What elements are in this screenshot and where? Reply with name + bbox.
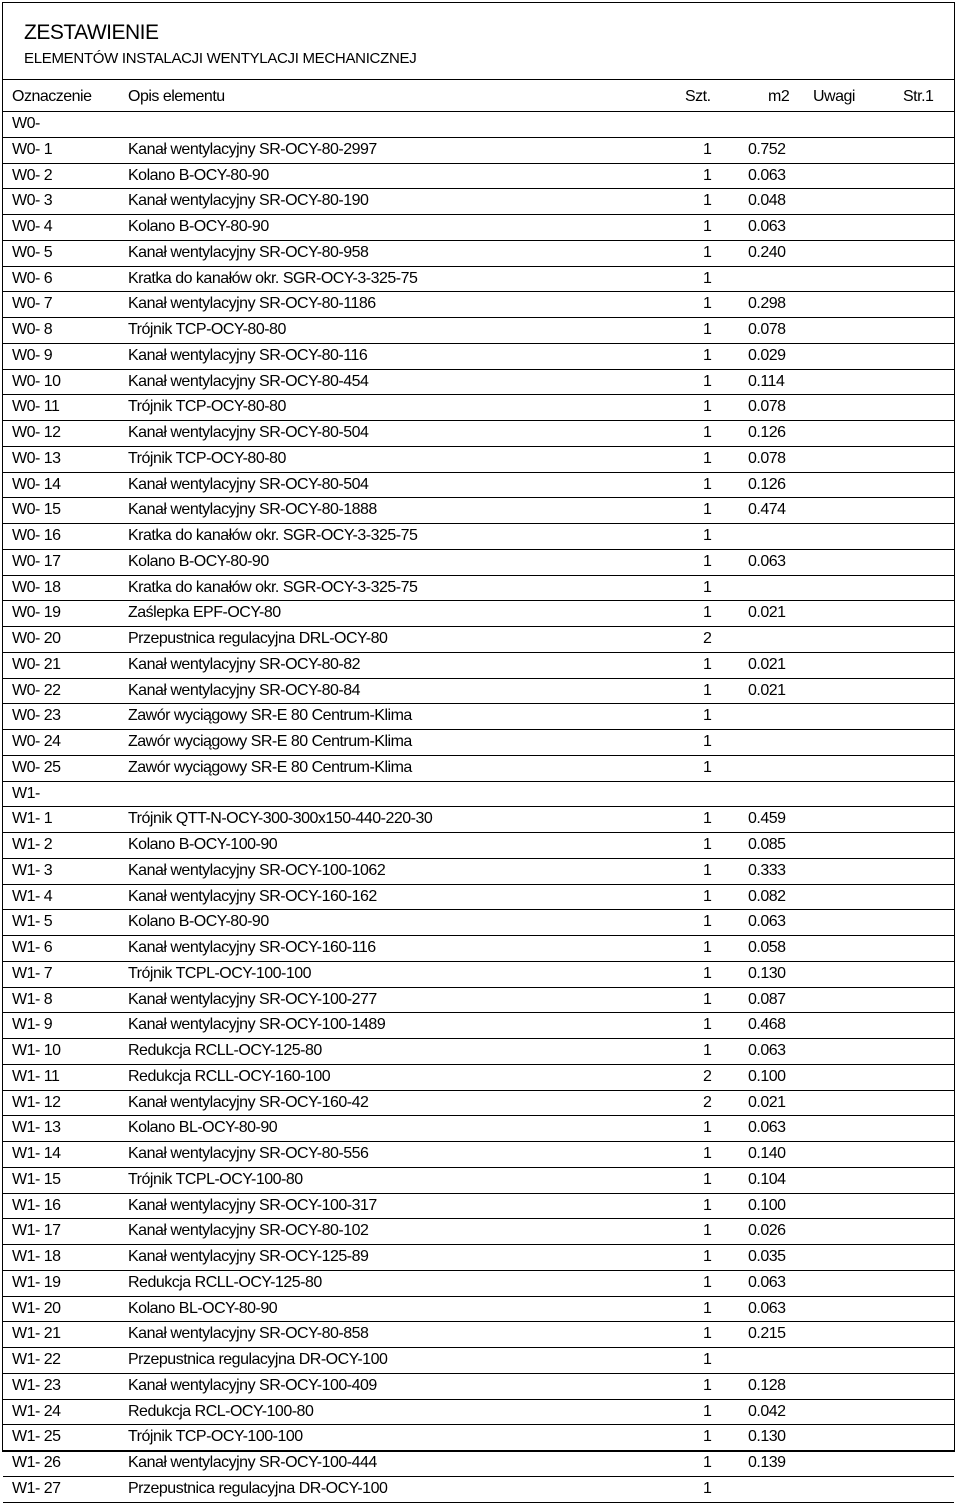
row-quantity: 1 xyxy=(703,1479,712,1497)
table-row xyxy=(3,730,954,756)
row-code: W0- 6 xyxy=(12,269,53,287)
row-code: W1- 18 xyxy=(12,1248,61,1265)
row-description: Kanał wentylacyjny SR-OCY-100-409 xyxy=(128,1376,377,1394)
row-area: 0.029 xyxy=(748,346,786,364)
row-code: W1- 2 xyxy=(12,836,53,853)
row-area: 0.048 xyxy=(748,192,786,210)
row-quantity: 1 xyxy=(703,836,712,853)
row-description: Kanał wentylacyjny SR-OCY-160-42 xyxy=(128,1093,369,1111)
table-row xyxy=(3,138,954,164)
row-description: Redukcja RCL-OCY-100-80 xyxy=(128,1402,314,1420)
row-area: 0.468 xyxy=(748,1016,786,1034)
row-quantity: 1 xyxy=(703,1222,712,1240)
row-code: W1- 1 xyxy=(12,810,53,828)
row-quantity: 1 xyxy=(703,424,712,441)
row-quantity: 1 xyxy=(703,810,712,828)
row-area: 0.078 xyxy=(748,449,786,467)
row-quantity: 1 xyxy=(703,964,712,982)
row-quantity: 1 xyxy=(703,578,712,596)
row-area: 0.021 xyxy=(748,604,786,622)
row-description: Trójnik TCP-OCY-80-80 xyxy=(128,321,286,338)
row-code: W1- 12 xyxy=(12,1093,61,1111)
row-quantity: 1 xyxy=(703,1299,712,1317)
row-area: 0.130 xyxy=(748,964,786,982)
row-code: W0- 5 xyxy=(12,243,53,261)
table-row xyxy=(3,421,954,447)
row-code: W1- 15 xyxy=(12,1170,61,1188)
row-code: W0- 2 xyxy=(12,166,53,184)
row-description: Zawór wyciągowy SR-E 80 Centrum-Klima xyxy=(128,733,412,750)
row-description: Redukcja RCLL-OCY-160-100 xyxy=(128,1067,331,1085)
table-row xyxy=(3,215,954,241)
row-description: Trójnik TCP-OCY-80-80 xyxy=(128,398,286,416)
row-area: 0.100 xyxy=(748,1067,786,1085)
row-area: 0.026 xyxy=(748,1222,786,1240)
row-code: W1- 26 xyxy=(12,1454,61,1471)
table-row xyxy=(3,653,954,679)
table-row xyxy=(3,370,954,396)
row-description: Trójnik TCP-OCY-80-80 xyxy=(128,449,286,467)
row-code: W1- 9 xyxy=(12,1016,53,1034)
row-area: 0.085 xyxy=(748,836,786,853)
table-row xyxy=(3,782,954,808)
row-code: W0- 19 xyxy=(12,604,61,622)
row-code: W1- 17 xyxy=(12,1222,61,1240)
row-code: W0- 10 xyxy=(12,372,61,390)
table-row xyxy=(3,807,954,833)
row-code: W0- 15 xyxy=(12,501,61,519)
table-row xyxy=(3,318,954,344)
header-area: m2 xyxy=(768,88,790,105)
table-row xyxy=(3,189,954,215)
row-code: W0- 1 xyxy=(12,140,53,158)
row-description: Kanał wentylacyjny SR-OCY-80-454 xyxy=(128,372,369,390)
table-row xyxy=(3,241,954,267)
row-description: Kolano B-OCY-80-90 xyxy=(128,552,269,570)
table-row xyxy=(3,1451,954,1477)
table-row xyxy=(3,936,954,962)
row-quantity: 1 xyxy=(703,1273,712,1291)
row-quantity: 1 xyxy=(703,1016,712,1034)
table-row xyxy=(3,885,954,911)
row-description: Redukcja RCLL-OCY-125-80 xyxy=(128,1273,322,1291)
row-code: W0- 22 xyxy=(12,681,61,699)
row-code: W1- 25 xyxy=(12,1428,61,1446)
row-code: W1- 21 xyxy=(12,1325,61,1343)
row-quantity: 1 xyxy=(703,346,712,364)
table-row xyxy=(3,473,954,499)
row-description: Zawór wyciągowy SR-E 80 Centrum-Klima xyxy=(128,758,412,776)
row-description: Zawór wyciągowy SR-E 80 Centrum-Klima xyxy=(128,707,412,725)
row-quantity: 1 xyxy=(703,939,712,956)
table-row xyxy=(3,962,954,988)
table-row xyxy=(3,447,954,473)
row-quantity: 1 xyxy=(703,140,712,158)
row-area: 0.752 xyxy=(748,140,786,158)
row-quantity: 1 xyxy=(703,475,712,493)
table-row xyxy=(3,164,954,190)
row-quantity: 1 xyxy=(703,990,712,1008)
table-row xyxy=(3,1013,954,1039)
row-description: Kanał wentylacyjny SR-OCY-80-504 xyxy=(128,424,369,441)
row-area: 0.063 xyxy=(748,1299,786,1317)
row-description: Kanał wentylacyjny SR-OCY-160-162 xyxy=(128,887,377,905)
row-quantity: 1 xyxy=(703,1325,712,1343)
row-quantity: 1 xyxy=(703,321,712,338)
row-description: Kolano B-OCY-100-90 xyxy=(128,836,278,853)
table-row xyxy=(3,1219,954,1245)
row-description: Redukcja RCLL-OCY-125-80 xyxy=(128,1042,322,1059)
table-row xyxy=(3,1065,954,1091)
table-row xyxy=(3,1297,954,1323)
row-code: W1- 24 xyxy=(12,1402,61,1420)
row-description: Trójnik TCPL-OCY-100-80 xyxy=(128,1170,303,1188)
row-code: W1- 10 xyxy=(12,1042,61,1059)
table-row xyxy=(3,1245,954,1271)
row-code: W0- 11 xyxy=(12,398,60,416)
row-code: W0- 9 xyxy=(12,346,53,364)
row-description: Kanał wentylacyjny SR-OCY-80-958 xyxy=(128,243,369,261)
row-area: 0.100 xyxy=(748,1196,786,1214)
table-row xyxy=(3,1348,954,1374)
header-quantity: Szt. xyxy=(685,88,711,105)
row-code: W1- 13 xyxy=(12,1119,61,1137)
row-code: W0- 7 xyxy=(12,295,53,313)
row-description: Kanał wentylacyjny SR-OCY-80-102 xyxy=(128,1222,369,1240)
table-row xyxy=(3,1039,954,1065)
row-area: 0.459 xyxy=(748,810,786,828)
row-area: 0.063 xyxy=(748,1273,786,1291)
row-quantity: 1 xyxy=(703,1428,712,1446)
row-area: 0.128 xyxy=(748,1376,786,1394)
table-row xyxy=(3,1374,954,1400)
table-row xyxy=(3,704,954,730)
row-code: W0- 8 xyxy=(12,321,53,338)
row-quantity: 1 xyxy=(703,295,712,313)
row-area: 0.021 xyxy=(748,1093,786,1111)
row-description: Kanał wentylacyjny SR-OCY-80-82 xyxy=(128,655,361,673)
row-description: Kanał wentylacyjny SR-OCY-100-1062 xyxy=(128,861,386,879)
row-area: 0.063 xyxy=(748,1042,786,1059)
table-row xyxy=(3,576,954,602)
table-row xyxy=(3,524,954,550)
row-code: W1- 6 xyxy=(12,939,53,956)
table-row xyxy=(3,267,954,293)
row-quantity: 1 xyxy=(703,913,712,931)
row-quantity: 1 xyxy=(703,527,712,544)
title-block xyxy=(3,3,954,80)
row-quantity: 2 xyxy=(703,1093,712,1111)
header-notes: Uwagi xyxy=(813,88,855,105)
row-quantity: 1 xyxy=(703,449,712,467)
row-area: 0.126 xyxy=(748,424,786,441)
row-area: 0.035 xyxy=(748,1248,786,1265)
row-code: W1- 20 xyxy=(12,1299,61,1317)
row-quantity: 1 xyxy=(703,372,712,390)
row-description: Trójnik TCP-OCY-100-100 xyxy=(128,1428,303,1446)
row-code: W1- 3 xyxy=(12,861,53,879)
row-quantity: 1 xyxy=(703,1042,712,1059)
row-description: Przepustnica regulacyjna DR-OCY-100 xyxy=(128,1351,388,1368)
row-area: 0.240 xyxy=(748,243,786,261)
header-page: Str.1 xyxy=(903,88,934,105)
row-quantity: 1 xyxy=(703,681,712,699)
row-area: 0.333 xyxy=(748,861,786,879)
row-code: W0- 25 xyxy=(12,758,61,776)
table-row xyxy=(3,1142,954,1168)
row-area: 0.140 xyxy=(748,1145,786,1162)
row-description: Kanał wentylacyjny SR-OCY-80-116 xyxy=(128,346,368,364)
row-quantity: 1 xyxy=(703,192,712,210)
header-code: Oznaczenie xyxy=(12,88,92,105)
row-code: W1- 5 xyxy=(12,913,53,931)
row-code: W0- 13 xyxy=(12,449,61,467)
row-code: W1- 19 xyxy=(12,1273,61,1291)
table-row xyxy=(3,550,954,576)
table-row xyxy=(3,395,954,421)
row-description: Trójnik TCPL-OCY-100-100 xyxy=(128,964,312,982)
document-frame xyxy=(2,2,955,1497)
table-row xyxy=(3,1400,954,1426)
row-area: 0.130 xyxy=(748,1428,786,1446)
row-code: W0- 21 xyxy=(12,655,61,673)
row-description: Kolano BL-OCY-80-90 xyxy=(128,1119,278,1137)
table-row xyxy=(3,1425,954,1451)
row-area: 0.063 xyxy=(748,1119,786,1137)
row-quantity: 1 xyxy=(703,166,712,184)
row-quantity: 1 xyxy=(703,655,712,673)
table-row xyxy=(3,1194,954,1220)
row-area: 0.063 xyxy=(748,552,786,570)
document-title: ZESTAWIENIE xyxy=(24,21,159,44)
table-row xyxy=(3,292,954,318)
row-description: Kanał wentylacyjny SR-OCY-80-2997 xyxy=(128,140,377,158)
row-quantity: 2 xyxy=(703,630,712,647)
row-quantity: 1 xyxy=(703,1196,712,1214)
table-row xyxy=(3,1477,954,1503)
row-code: W1- 7 xyxy=(12,964,53,982)
row-description: Kanał wentylacyjny SR-OCY-80-858 xyxy=(128,1325,369,1343)
table-row xyxy=(3,1091,954,1117)
table-row xyxy=(3,679,954,705)
table-row xyxy=(3,601,954,627)
row-area: 0.298 xyxy=(748,295,786,313)
row-description: Kanał wentylacyjny SR-OCY-80-190 xyxy=(128,192,369,210)
row-code: W1- 23 xyxy=(12,1376,61,1394)
row-code: W0- xyxy=(12,115,40,132)
table-row xyxy=(3,1168,954,1194)
table-row xyxy=(3,910,954,936)
row-area: 0.021 xyxy=(748,681,786,699)
row-description: Kanał wentylacyjny SR-OCY-80-1186 xyxy=(128,295,376,313)
row-code: W0- 14 xyxy=(12,475,61,493)
row-description: Kratka do kanałów okr. SGR-OCY-3-325-75 xyxy=(128,527,418,544)
row-code: W1- 8 xyxy=(12,990,53,1008)
row-quantity: 1 xyxy=(703,243,712,261)
row-code: W0- 24 xyxy=(12,733,61,750)
table-row xyxy=(3,498,954,524)
row-code: W0- 17 xyxy=(12,552,61,570)
row-description: Kolano B-OCY-80-90 xyxy=(128,166,269,184)
row-code: W0- 23 xyxy=(12,707,61,725)
row-area: 0.215 xyxy=(748,1325,786,1343)
row-area: 0.082 xyxy=(748,887,786,905)
row-description: Kanał wentylacyjny SR-OCY-125-89 xyxy=(128,1248,369,1265)
row-description: Kanał wentylacyjny SR-OCY-100-444 xyxy=(128,1454,377,1471)
row-quantity: 1 xyxy=(703,218,712,235)
row-quantity: 1 xyxy=(703,1402,712,1420)
row-area: 0.063 xyxy=(748,166,786,184)
table-row xyxy=(3,756,954,782)
row-quantity: 1 xyxy=(703,1170,712,1188)
row-description: Trójnik QTT-N-OCY-300-300x150-440-220-30 xyxy=(128,810,433,828)
row-description: Kolano B-OCY-80-90 xyxy=(128,913,269,931)
row-code: W1- 4 xyxy=(12,887,53,905)
row-description: Kanał wentylacyjny SR-OCY-80-504 xyxy=(128,475,369,493)
row-code: W1- 14 xyxy=(12,1145,61,1162)
row-description: Kolano BL-OCY-80-90 xyxy=(128,1299,278,1317)
row-quantity: 1 xyxy=(703,887,712,905)
row-quantity: 1 xyxy=(703,501,712,519)
row-description: Kanał wentylacyjny SR-OCY-100-317 xyxy=(128,1196,377,1214)
row-area: 0.078 xyxy=(748,321,786,338)
row-area: 0.126 xyxy=(748,475,786,493)
row-area: 0.078 xyxy=(748,398,786,416)
row-area: 0.104 xyxy=(748,1170,786,1188)
row-quantity: 1 xyxy=(703,398,712,416)
row-quantity: 1 xyxy=(703,1248,712,1265)
table-row xyxy=(3,627,954,653)
row-quantity: 1 xyxy=(703,1376,712,1394)
row-area: 0.114 xyxy=(748,372,785,390)
table-row xyxy=(3,112,954,138)
row-quantity: 1 xyxy=(703,552,712,570)
row-code: W1- 27 xyxy=(12,1479,61,1497)
table-header xyxy=(3,83,954,112)
row-code: W1- 11 xyxy=(12,1067,60,1085)
table-row xyxy=(3,1322,954,1348)
row-description: Przepustnica regulacyjna DR-OCY-100 xyxy=(128,1479,388,1497)
row-code: W0- 12 xyxy=(12,424,61,441)
row-quantity: 1 xyxy=(703,1351,712,1368)
row-area: 0.063 xyxy=(748,218,786,235)
row-area: 0.042 xyxy=(748,1402,786,1420)
row-quantity: 1 xyxy=(703,733,712,750)
row-quantity: 1 xyxy=(703,604,712,622)
row-code: W0- 20 xyxy=(12,630,61,647)
document-subtitle: ELEMENTÓW INSTALACJI WENTYLACJI MECHANICZNEJ xyxy=(24,50,417,67)
row-description: Kanał wentylacyjny SR-OCY-100-1489 xyxy=(128,1016,386,1034)
header-description: Opis elementu xyxy=(128,88,225,105)
table-row xyxy=(3,859,954,885)
row-description: Kanał wentylacyjny SR-OCY-80-84 xyxy=(128,681,361,699)
row-code: W0- 16 xyxy=(12,527,61,544)
row-area: 0.087 xyxy=(748,990,786,1008)
row-area: 0.139 xyxy=(748,1454,786,1471)
row-description: Kanał wentylacyjny SR-OCY-160-116 xyxy=(128,939,376,956)
row-area: 0.058 xyxy=(748,939,786,956)
row-code: W0- 18 xyxy=(12,578,61,596)
row-description: Kanał wentylacyjny SR-OCY-100-277 xyxy=(128,990,377,1008)
row-description: Kanał wentylacyjny SR-OCY-80-556 xyxy=(128,1145,369,1162)
row-quantity: 1 xyxy=(703,1145,712,1162)
row-code: W0- 4 xyxy=(12,218,53,235)
row-description: Zaślepka EPF-OCY-80 xyxy=(128,604,281,622)
row-area: 0.021 xyxy=(748,655,786,673)
row-description: Przepustnica regulacyjna DRL-OCY-80 xyxy=(128,630,388,647)
table-row xyxy=(3,1271,954,1297)
row-code: W0- 3 xyxy=(12,192,53,210)
table-row xyxy=(3,988,954,1014)
row-quantity: 1 xyxy=(703,269,712,287)
row-code: W1- 22 xyxy=(12,1351,61,1368)
table-row xyxy=(3,1116,954,1142)
row-quantity: 1 xyxy=(703,1119,712,1137)
row-description: Kratka do kanałów okr. SGR-OCY-3-325-75 xyxy=(128,578,418,596)
row-description: Kolano B-OCY-80-90 xyxy=(128,218,269,235)
table-body xyxy=(3,112,954,1503)
table-row xyxy=(3,833,954,859)
row-area: 0.474 xyxy=(748,501,786,519)
row-quantity: 1 xyxy=(703,758,712,776)
row-code: W1- 16 xyxy=(12,1196,61,1214)
row-quantity: 2 xyxy=(703,1067,712,1085)
table-row xyxy=(3,344,954,370)
row-description: Kanał wentylacyjny SR-OCY-80-1888 xyxy=(128,501,377,519)
row-code: W1- xyxy=(12,784,40,802)
row-area: 0.063 xyxy=(748,913,786,931)
row-quantity: 1 xyxy=(703,861,712,879)
row-quantity: 1 xyxy=(703,707,712,725)
row-description: Kratka do kanałów okr. SGR-OCY-3-325-75 xyxy=(128,269,418,287)
row-quantity: 1 xyxy=(703,1454,712,1471)
